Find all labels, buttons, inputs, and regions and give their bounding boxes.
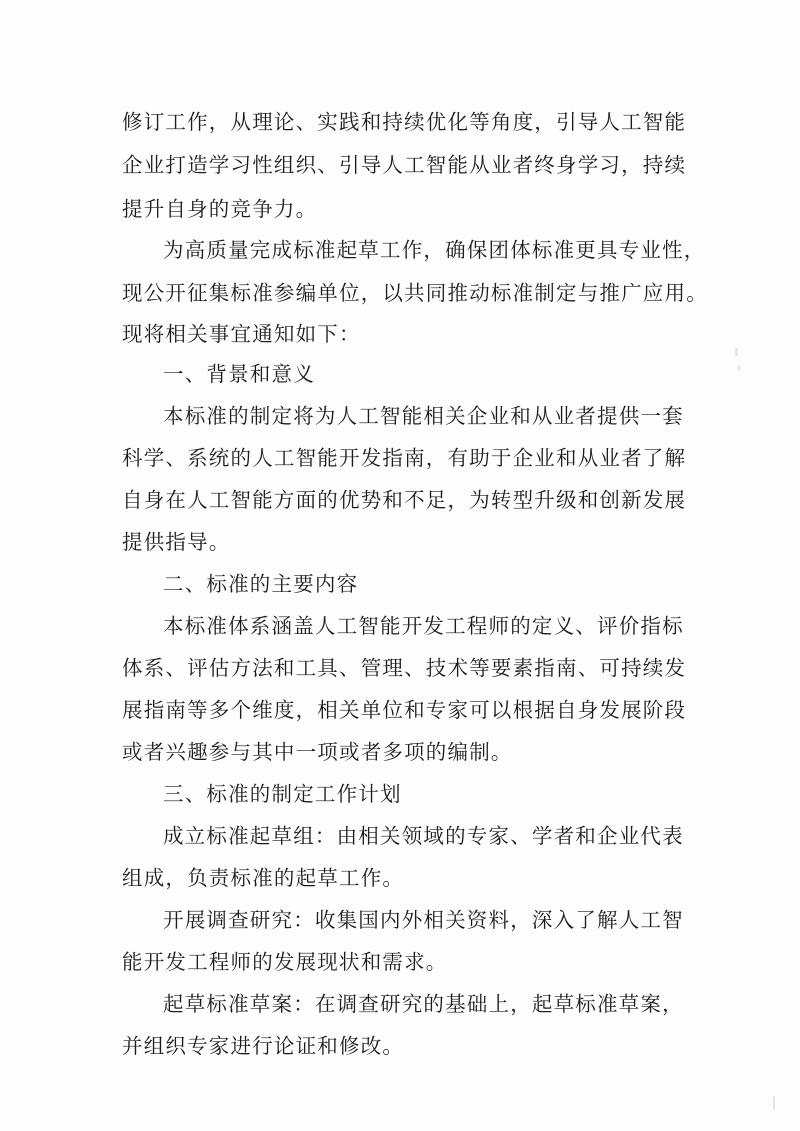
paragraph-line: 展指南等多个维度，相关单位和专家可以根据自身发展阶段 [122, 698, 687, 722]
scan-artifact [773, 1096, 775, 1110]
paragraph-line: 能开发工程师的发展现状和需求。 [122, 950, 448, 974]
section-heading: 二、标准的主要内容 [163, 572, 359, 596]
paragraph-line: 起草标准草案：在调查研究的基础上，起草标准草案， [163, 992, 684, 1016]
paragraph-line: 修订工作，从理论、实践和持续优化等角度，引导人工智能 [122, 110, 687, 134]
paragraph-line: 现公开征集标准参编单位，以共同推动标准制定与推广应用。 [122, 281, 708, 305]
paragraph-line: 组成，负责标准的起草工作。 [122, 866, 405, 890]
paragraph-line: 科学、系统的人工智能开发指南，有助于企业和从业者了解 [122, 446, 687, 470]
paragraph-line: 并组织专家进行论证和修改。 [122, 1034, 405, 1058]
paragraph-line: 提供指导。 [122, 530, 231, 554]
scan-artifact [738, 365, 740, 371]
paragraph-line: 为高质量完成标准起草工作，确保团体标准更具专业性， [163, 238, 706, 262]
paragraph-line: 本标准的制定将为人工智能相关企业和从业者提供一套 [163, 404, 684, 428]
paragraph-line: 自身在人工智能方面的优势和不足，为转型升级和创新发展 [122, 488, 687, 512]
paragraph-line: 本标准体系涵盖人工智能开发工程师的定义、评价指标 [163, 614, 684, 638]
scan-artifact [735, 348, 738, 356]
section-heading: 一、背景和意义 [163, 362, 315, 386]
paragraph-line: 企业打造学习性组织、引导人工智能从业者终身学习，持续 [122, 153, 687, 177]
paragraph-line: 开展调查研究：收集国内外相关资料，深入了解人工智 [163, 908, 684, 932]
section-heading: 三、标准的制定工作计划 [163, 782, 402, 806]
paragraph-line: 体系、评估方法和工具、管理、技术等要素指南、可持续发 [122, 656, 687, 680]
paragraph-line: 成立标准起草组：由相关领域的专家、学者和企业代表 [163, 824, 684, 848]
paragraph-line: 现将相关事宜通知如下： [122, 322, 361, 346]
paragraph-line: 或者兴趣参与其中一项或者多项的编制。 [122, 740, 513, 764]
paragraph-line: 提升自身的竞争力。 [122, 197, 318, 221]
